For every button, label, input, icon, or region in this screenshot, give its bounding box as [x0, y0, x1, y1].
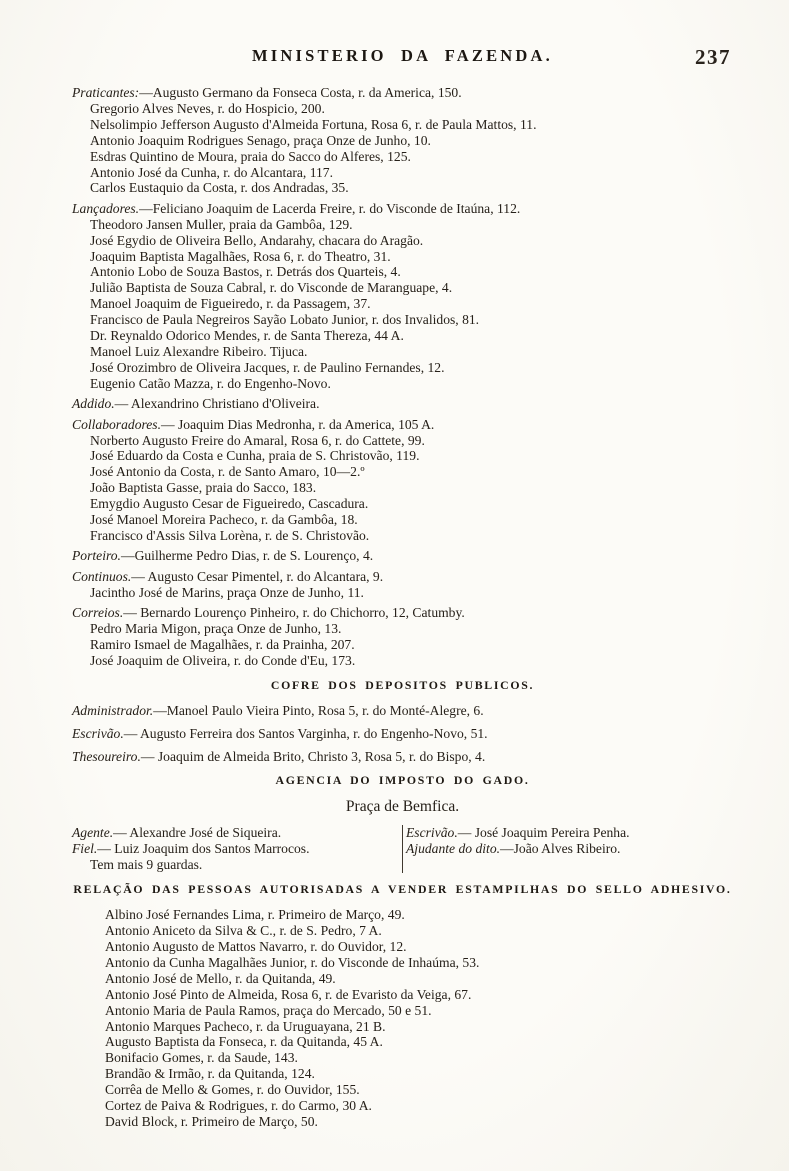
entry-line: Esdras Quintino de Moura, praia do Sacco do Alferes, 125.: [90, 148, 411, 164]
entry-line: Jacintho José de Marins, praça Onze de Junho, 11.: [90, 584, 364, 600]
directory-group: [72, 703, 733, 719]
directory-group: [72, 605, 733, 669]
entry-line: Francisco de Paula Negreiros Sayão Lobato Junior, r. dos Invalidos, 81.: [90, 312, 480, 328]
entry-line: Gregorio Alves Neves, r. do Hospicio, 200.: [90, 100, 325, 116]
entry-line: José Orozimbro de Oliveira Jacques, r. de Paulino Fernandes, 12.: [90, 359, 445, 375]
directory-group: [72, 85, 733, 196]
directory-group: [72, 569, 733, 601]
entry-line: Addido.— Alexandrino Christiano d'Oliveira.: [72, 396, 320, 412]
entry-line: Cortez de Paiva & Rodrigues, r. do Carmo, 30 A.: [105, 1098, 372, 1114]
vendor-list: [72, 907, 733, 1130]
directory-group: [72, 417, 733, 544]
entry-line: Julião Baptista de Souza Cabral, r. do Visconde de Maranguape, 4.: [90, 280, 453, 296]
entry-line: Fiel.— Luiz Joaquim dos Santos Marrocos.: [72, 841, 310, 857]
entry-line: Antonio Lobo de Souza Bastos, r. Detrás dos Quarteis, 4.: [90, 264, 401, 280]
entry-line: Antonio Maria de Paula Ramos, praça do Mercado, 50 e 51.: [105, 1002, 432, 1018]
entry-line: Manoel Luiz Alexandre Ribeiro. Tijuca.: [90, 344, 308, 359]
role-label: Correios.: [72, 605, 124, 621]
entry-line: José Antonio da Costa, r. de Santo Amaro, 10—2.º: [90, 464, 365, 480]
entry-line: Agente.— Alexandre José de Siqueira.: [72, 825, 282, 841]
entry-line: Administrador.—Manoel Paulo Vieira Pinto, Rosa 5, r. do Monté-Alegre, 6.: [72, 702, 484, 718]
entry-line: Dr. Reynaldo Odorico Mendes, r. de Santa Thereza, 44 A.: [90, 328, 404, 344]
role-label: Lançadores.: [72, 200, 140, 216]
entry-line: Antonio José da Cunha, r. do Alcantara, 117.: [90, 164, 334, 180]
entry-line: Norberto Augusto Freire do Amaral, Rosa 6, r. do Cattete, 99.: [90, 432, 425, 448]
entry-line: David Block, r. Primeiro de Março, 50.: [105, 1113, 318, 1129]
directory-group: [72, 749, 733, 765]
role-label: Continuos.: [72, 568, 132, 584]
entry-line: Antonio José Pinto de Almeida, Rosa 6, r. de Evaristo da Veiga, 67.: [105, 986, 472, 1002]
directory-group: [72, 396, 733, 412]
entry-line: Antonio José de Mello, r. da Quitanda, 49.: [105, 970, 336, 986]
entry-line: Bonifacio Gomes, r. da Saude, 143.: [105, 1050, 298, 1066]
role-label: Ajudante do dito.: [406, 841, 501, 857]
section-heading: COFRE DOS DEPOSITOS PUBLICOS.: [270, 677, 535, 692]
entry-line: Ramiro Ismael de Magalhães, r. da Prainha, 207.: [90, 636, 355, 652]
page-header: [72, 42, 733, 72]
role-label: Praticantes:: [72, 85, 140, 100]
entry-line: Albino José Fernandes Lima, r. Primeiro de Março, 49.: [105, 907, 405, 923]
entry-line: Brandão & Irmão, r. da Quitanda, 124.: [105, 1066, 315, 1082]
entry-line: Escrivão.— José Joaquim Pereira Penha.: [406, 825, 630, 841]
entry-line: Praticantes:—Augusto Germano da Fonseca Costa, r. da America, 150.: [72, 85, 462, 100]
entry-line: Tem mais 9 guardas.: [90, 857, 203, 873]
entry-line: José Manoel Moreira Pacheco, r. da Gambôa, 18.: [90, 512, 358, 528]
entry-line: Antonio Augusto de Mattos Navarro, r. do Ouvidor, 12.: [105, 938, 407, 954]
entry-line: Lançadores.—Feliciano Joaquim de Lacerda Freire, r. do Visconde de Itaúna, 112.: [72, 200, 521, 216]
entry-line: Correios.— Bernardo Lourenço Pinheiro, r. do Chichorro, 12, Catumby.: [72, 605, 465, 621]
entry-line: José Joaquim de Oliveira, r. do Conde d'Eu, 173.: [90, 652, 356, 668]
entry-line: Porteiro.—Guilherme Pedro Dias, r. de S. Lourenço, 4.: [72, 548, 374, 564]
role-label: Escrivão.: [72, 725, 124, 741]
entry-line: Nelsolimpio Jefferson Augusto d'Almeida Fortuna, Rosa 6, r. de Paula Mattos, 11.: [90, 116, 537, 132]
entry-line: Corrêa de Mello & Gomes, r. do Ouvidor, 155.: [105, 1082, 360, 1098]
role-label: Porteiro.: [72, 548, 121, 564]
entry-line: Continuos.— Augusto Cesar Pimentel, r. do Alcantara, 9.: [72, 568, 384, 584]
entry-line: Joaquim Baptista Magalhães, Rosa 6, r. do Theatro, 31.: [90, 248, 391, 264]
entry-line: Manoel Joaquim de Figueiredo, r. da Passagem, 37.: [90, 296, 371, 312]
entry-line: Escrivão.— Augusto Ferreira dos Santos Varginha, r. do Engenho-Novo, 51.: [72, 725, 488, 741]
directory-group: [72, 726, 733, 742]
section-heading: AGENCIA DO IMPOSTO DO GADO.: [275, 773, 530, 788]
role-label: Agente.: [72, 825, 114, 841]
column-left: [72, 825, 402, 873]
role-label: Fiel.: [72, 841, 98, 857]
section-subheading: Praça de Bemfica.: [345, 798, 460, 816]
entry-line: Antonio Aniceto da Silva & C., r. de S. Pedro, 7 A.: [105, 923, 382, 939]
entry-line: Thesoureiro.— Joaquim de Almeida Brito, Christo 3, Rosa 5, r. do Bispo, 4.: [72, 748, 486, 764]
entry-line: Augusto Baptista da Fonseca, r. da Quitanda, 45 A.: [105, 1034, 383, 1050]
entry-line: Antonio Joaquim Rodrigues Senago, praça Onze de Junho, 10.: [90, 132, 431, 148]
entry-line: Pedro Maria Migon, praça Onze de Junho, 13.: [90, 621, 342, 636]
two-column-block: [72, 825, 733, 873]
entry-line: João Baptista Gasse, praia do Sacco, 183.: [90, 480, 317, 496]
page-number: 237: [695, 45, 731, 69]
role-label: Administrador.: [72, 702, 154, 718]
entry-line: Ajudante do dito.—João Alves Ribeiro.: [406, 841, 621, 857]
entry-line: Carlos Eustaquio da Costa, r. dos Andradas, 35.: [90, 180, 349, 196]
directory-group: [72, 548, 733, 564]
entry-line: Antonio Marques Pacheco, r. da Uruguayana, 21 B.: [105, 1018, 386, 1034]
section-heading: RELAÇÃO DAS PESSOAS AUTORISADAS A VENDER ESTAMPILHAS DO SELLO ADHESIVO.: [73, 882, 732, 897]
entry-line: Antonio da Cunha Magalhães Junior, r. do Visconde de Inhaúma, 53.: [105, 954, 480, 970]
directory-group: [72, 201, 733, 392]
role-label: Escrivão.: [406, 825, 458, 841]
entry-line: Emygdio Augusto Cesar de Figueiredo, Cascadura.: [90, 496, 369, 512]
entry-line: Theodoro Jansen Muller, praia da Gambôa, 129.: [90, 216, 353, 232]
entry-line: Collaboradores.— Joaquim Dias Medronha, r. da America, 105 A.: [72, 416, 435, 432]
entry-line: José Egydio de Oliveira Bello, Andarahy, chacara do Aragão.: [90, 232, 424, 248]
role-label: Thesoureiro.: [72, 748, 141, 764]
entry-line: José Eduardo da Costa e Cunha, praia de S. Christovão, 119.: [90, 448, 420, 464]
entry-line: Francisco d'Assis Silva Lorèna, r. de S. Christovão.: [90, 527, 370, 543]
column-right: [402, 825, 630, 873]
entry-line: Eugenio Catão Mazza, r. do Engenho-Novo.: [90, 375, 331, 391]
role-label: Addido.: [72, 396, 115, 412]
page-title: MINISTERIO DA FAZENDA.: [252, 46, 553, 65]
role-label: Collaboradores.: [72, 416, 161, 432]
page-content: [72, 85, 733, 1130]
